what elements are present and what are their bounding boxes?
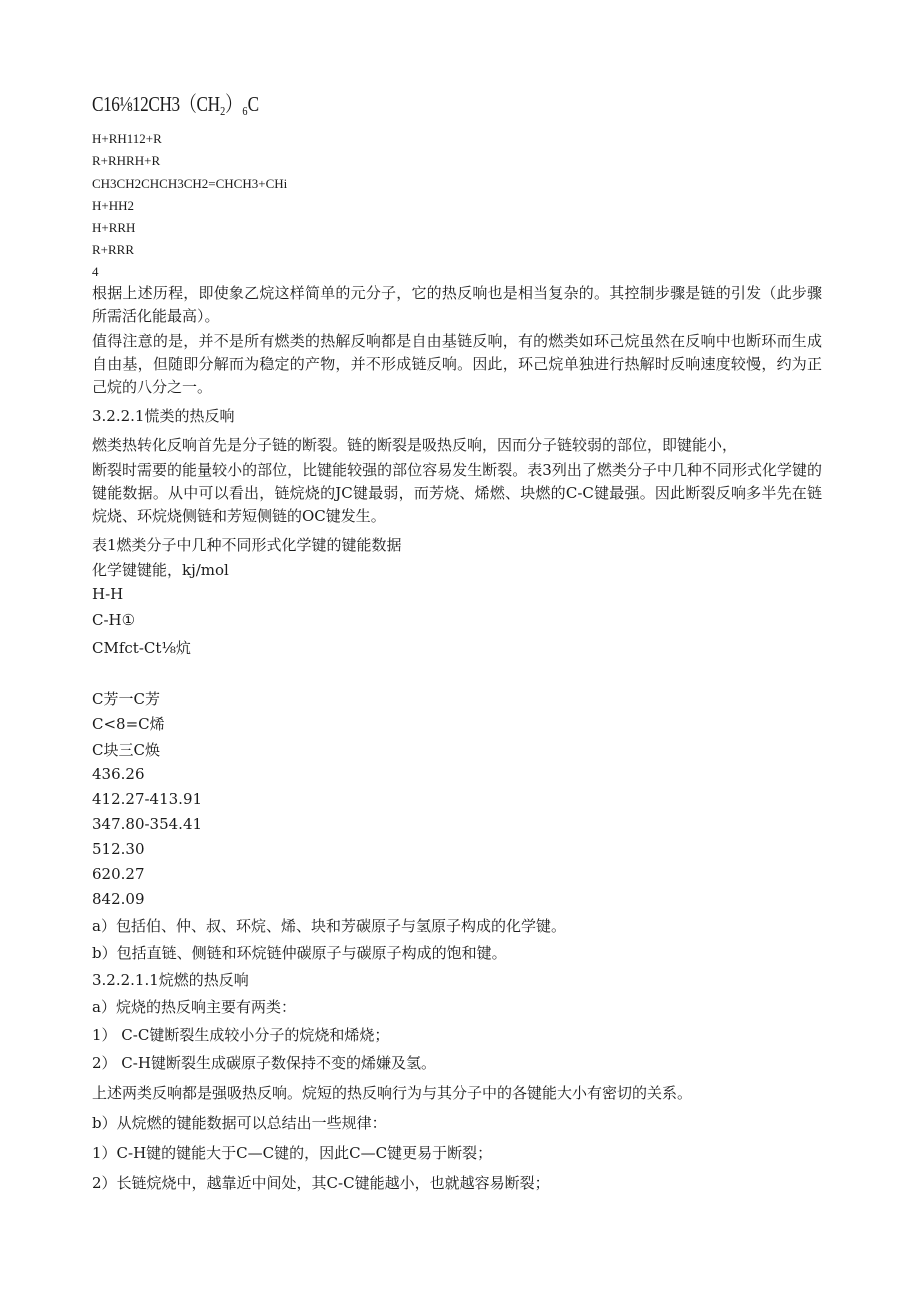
reaction-line: H+RRH (92, 220, 136, 235)
list-item: 1） C-C键断裂生成较小分子的烷烧和烯烧； (92, 1026, 390, 1044)
paragraph-line: 燃类热转化反响首先是分子链的断裂。链的断裂是吸热反响，因而分子链较弱的部位，即键能小， (92, 436, 738, 454)
paragraph-line: 上述两类反响都是强吸热反响。烷短的热反响行为与其分子中的各键能大小有密切的关系。 (92, 1084, 693, 1102)
bond-type: CMfct-Ct⅛炕 (92, 639, 191, 657)
list-item: 1）C-H键的键能大于C—C键的，因此C—C键更易于断裂； (92, 1144, 493, 1162)
bond-type: C<8=C烯 (92, 715, 165, 733)
paragraph-bond-energy: 断裂时需要的能量较小的部位，比键能较强的部位容易发生断裂。表3列出了燃类分子中几种不同形式化学键的键能数据。从中可以看出，链烷烧的JC键最弱，而芳烧、烯燃、块燃的C-C键最强。因此断裂反响多半先在链烷烧、环烷烧侧链和芳短侧链的OC键发生。 (92, 461, 822, 525)
table-note: a）包括伯、仲、叔、环烷、烯、块和芳碳原子与氢原子构成的化学键。 (92, 917, 566, 935)
table-caption: 表1燃类分子中几种不同形式化学键的键能数据 (92, 536, 402, 554)
list-item: 2）长链烷烧中，越靠近中间处，其C-C键能越小，也就越容易断裂； (92, 1174, 550, 1192)
reaction-line: H+HH2 (92, 198, 134, 213)
section-heading: 3.2.2.1慌类的热反响 (92, 407, 235, 425)
bond-type: C-H① (92, 611, 136, 629)
list-item: 2） C-H键断裂生成碳原子数保持不变的烯嫌及氢。 (92, 1054, 436, 1072)
bond-type: C块三C焕 (92, 741, 160, 759)
reaction-line: R+RHRH+R (92, 153, 161, 168)
table-note: b）包括直链、侧链和环烷链仲碳原子与碳原子构成的饱和键。 (92, 944, 507, 962)
section-heading: 3.2.2.1.1烷燃的热反响 (92, 971, 249, 989)
table-header: 化学键键能，kj/mol (92, 561, 229, 579)
paragraph-control-step: 根据上述历程，即使象乙烷这样简单的元分子，它的热反响也是相当复杂的。其控制步骤是链的引发（此步骤所需活化能最高）。 (92, 284, 822, 325)
bond-energy-value: 842.09 (92, 890, 145, 908)
list-heading: a）烷烧的热反响主要有两类： (92, 998, 296, 1016)
reaction-line: 4 (92, 264, 99, 279)
list-heading: b）从烷燃的键能数据可以总结出一些规律： (92, 1114, 387, 1132)
reaction-line: R+RRR (92, 242, 135, 257)
bond-energy-value: 347.80-354.41 (92, 815, 203, 833)
formula-heading: C16⅛12CH3（CH₂）₆C (92, 92, 259, 116)
bond-type: C芳一C芳 (92, 690, 160, 708)
bond-energy-value: 512.30 (92, 840, 145, 858)
bond-energy-value: 412.27-413.91 (92, 790, 203, 808)
paragraph-cyclohexane: 值得注意的是，并不是所有燃类的热解反响都是自由基链反响，有的燃类如环己烷虽然在反响中也断环而生成自由基，但随即分解而为稳定的产物，并不形成链反响。因此，环己烷单独进行热解时反响速度较慢，约为正己烷的八分之一。 (92, 332, 822, 396)
bond-type: H-H (92, 585, 124, 603)
reaction-line: H+RH112+R (92, 131, 162, 146)
reaction-line: CH3CH2CHCH3CH2=CHCH3+CHi (92, 176, 288, 191)
bond-energy-value: 436.26 (92, 765, 145, 783)
bond-energy-value: 620.27 (92, 865, 145, 883)
